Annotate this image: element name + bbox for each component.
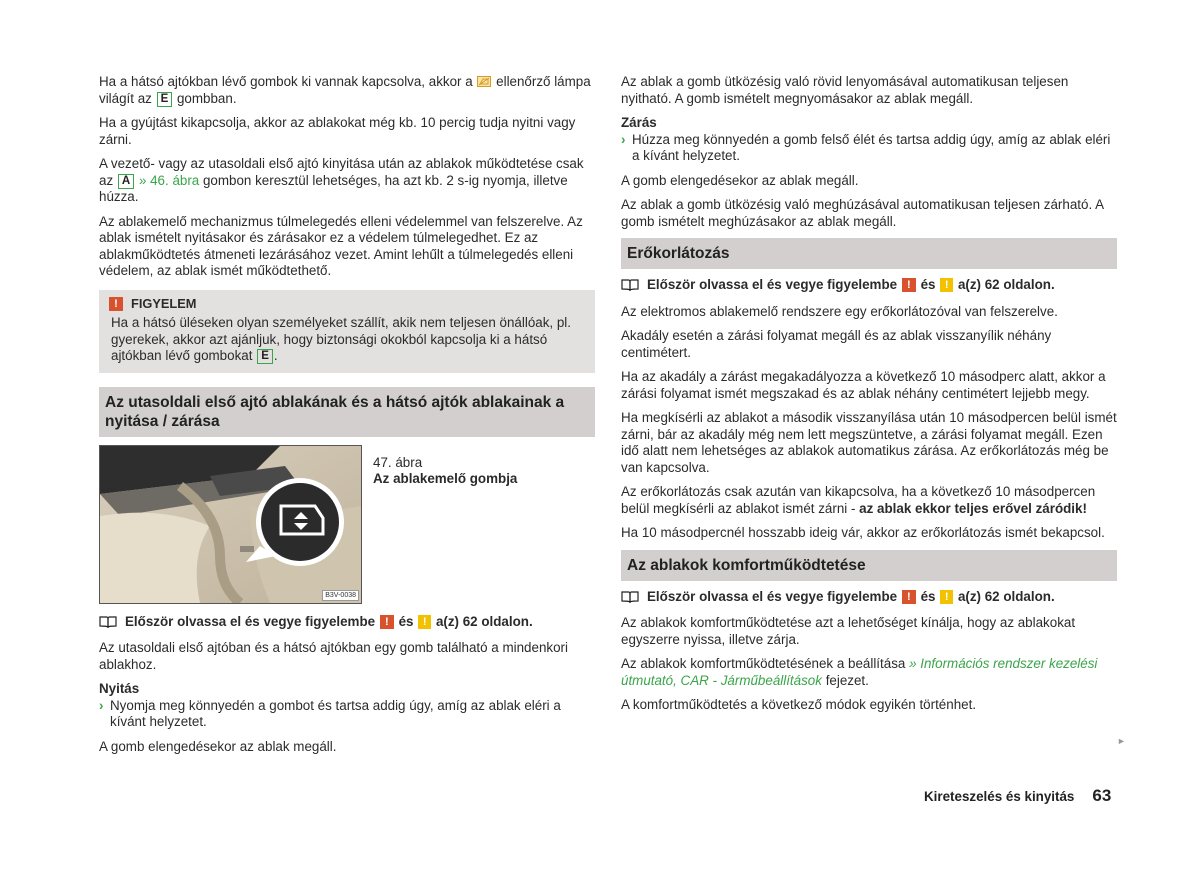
paragraph-force-off: Az erőkorlátozás csak azután van kikapcsolva, ha a következő 10 másodpercen belül megkísérli az ablakot ismét zárni - az ablak ekkor teljes erővel záródik! xyxy=(621,484,1096,516)
warning-text: Ha a hátsó üléseken olyan személyeket szállít, akik nem teljesen önállóak, pl. gyerekek, akkor azt ajánljuk, hogy biztonsági okokból kapcsolja ki a hátsó ajtókban lévő gombokat E . xyxy=(111,315,571,363)
figure-code: B3V-0038 xyxy=(322,590,359,601)
step-arrow-icon: › xyxy=(99,697,104,713)
warning-icon: ! xyxy=(380,615,394,629)
paragraph-obstacle: Akadály esetén a zárási folyamat megáll és az ablak visszanyílik néhány centimétert. xyxy=(621,328,1052,360)
warning-icon: ! xyxy=(109,297,123,311)
paragraph-button-location: Az utasoldali első ajtóban és a hátsó ajtókban egy gomb található a mindenkori ablakhoz. xyxy=(99,640,568,672)
paragraph-release-stop-close: A gomb elengedésekor az ablak megáll. xyxy=(621,172,859,188)
figure-title: Az ablakemelő gombja xyxy=(373,471,518,486)
section-title-passenger-rear-windows: Az utasoldali első ajtó ablakának és a hátsó ajtók ablakainak a nyitása / zárása xyxy=(99,387,595,437)
section-title-force-limitation: Erőkorlátozás xyxy=(621,238,1117,269)
read-first-notice: Először olvassa el és vegye figyelembe ! és ! a(z) 62 oldalon. xyxy=(621,589,1117,606)
step-arrow-icon: › xyxy=(621,131,626,147)
infotainment-reference-link[interactable]: » Információs rendszer kezelési útmutató, CAR - Járműbeállítások xyxy=(621,656,1098,688)
figure-reference-link[interactable]: » 46. ábra xyxy=(138,172,200,188)
paragraph-rear-buttons-off: Ha a hátsó ajtókban lévő gombok ki vannak kapcsolva, akkor a ellenőrző lámpa világít az E gombban. xyxy=(99,74,591,106)
paragraph-door-open: A vezető- vagy az utasoldali első ajtó kinyitása után az ablakok működtetése csak az A » 46. ábra gombon keresztül lehetséges, ha azt kb. 2 s-ig nyomja, illetve húzza. xyxy=(99,156,584,204)
button-key-e: E xyxy=(157,92,173,107)
paragraph-second-attempt: Ha megkísérli az ablakot a második visszanyílása után 10 másodpercen belül ismét zárni, bár az akadály még nem lett megszüntetve, a zárási folyamat megáll. Ezen idő alatt nem lehetséges az ablakok automatikus zárása. Az erőkorlátozás még be van kapcsolva. xyxy=(621,410,1117,475)
paragraph-force-on-again: Ha 10 másodpercnél hosszabb ideig vár, akkor az erőkorlátozás ismét bekapcsol. xyxy=(621,525,1105,540)
warning-icon: ! xyxy=(902,278,916,292)
subheading-closing: Zárás xyxy=(621,115,657,130)
figure-47 xyxy=(99,445,595,604)
button-key-e-warning: E xyxy=(257,349,273,364)
chapter-title: Kireteszelés és kinyitás xyxy=(924,789,1075,804)
paragraph-auto-open: Az ablak a gomb ütközésig való rövid lenyomásával automatikusan teljesen nyitható. A gomb ismételt megnyomásakor az ablak megáll. xyxy=(621,74,1069,106)
book-icon xyxy=(621,591,639,603)
subheading-opening: Nyitás xyxy=(99,681,140,696)
caution-icon: ! xyxy=(940,590,953,604)
read-first-notice: Először olvassa el és vegye figyelembe ! és ! a(z) 62 oldalon. xyxy=(99,614,595,631)
paragraph-obstacle-repeat: Ha az akadály a zárást megakadályozza a következő 10 másodperc alatt, akkor a zárási folyamat ismét megszakad és az ablak néhány centimétert lejjebb megy. xyxy=(621,369,1106,401)
warning-title: FIGYELEM xyxy=(131,295,197,311)
caution-icon: ! xyxy=(940,278,953,292)
figure-caption xyxy=(373,445,517,604)
continue-arrow-icon: ► xyxy=(1117,736,1126,746)
left-column xyxy=(99,74,595,763)
paragraph-ignition-off: Ha a gyújtást kikapcsolja, akkor az ablakokat még kb. 10 percig tudja nyitni vagy zárni. xyxy=(99,115,576,147)
read-first-notice: Először olvassa el és vegye figyelembe ! és ! a(z) 62 oldalon. xyxy=(621,277,1117,294)
warning-box xyxy=(99,290,595,373)
figure-number: 47. ábra xyxy=(373,454,423,470)
section-title-comfort-operation: Az ablakok komfortműködtetése xyxy=(621,550,1117,581)
window-lock-lamp-icon xyxy=(477,76,491,87)
paragraph-release-stop: A gomb elengedésekor az ablak megáll. xyxy=(99,738,337,754)
page-footer xyxy=(924,786,1111,806)
paragraph-comfort-description: Az ablakok komfortműködtetése azt a lehetőséget kínálja, hogy az ablakokat egyszerre nyissa, illetve zárja. xyxy=(621,615,1076,647)
book-icon xyxy=(621,279,639,291)
warning-icon: ! xyxy=(902,590,916,604)
caution-icon: ! xyxy=(418,615,431,629)
book-icon xyxy=(99,616,117,628)
paragraph-force-limiter: Az elektromos ablakemelő rendszere egy erőkorlátozóval van felszerelve. xyxy=(621,303,1058,319)
paragraph-comfort-settings: Az ablakok komfortműködtetésének a beállítása » Információs rendszer kezelési útmutató, CAR - Járműbeállítások fejezet. xyxy=(621,656,1098,688)
page-number: 63 xyxy=(1092,786,1112,805)
paragraph-comfort-modes: A komfortműködtetés a következő módok egyikén történhet. xyxy=(621,697,977,712)
button-key-a: A xyxy=(118,174,134,189)
warning-header xyxy=(109,296,585,313)
paragraph-auto-close: Az ablak a gomb ütközésig való meghúzásával automatikusan teljesen zárható. A gomb ismételt meghúzásakor az ablak megáll. xyxy=(621,197,1104,229)
step-open: › Nyomja meg könnyedén a gombot és tartsa addig úgy, amíg az ablak eléri a kívánt helyzetet. xyxy=(99,697,561,729)
paragraph-overheat-protection: Az ablakemelő mechanizmus túlmelegedés elleni védelemmel van felszerelve. Az ablak ismételt nyitásakor és zárásakor ez a védelem túlmelegedhet. Ez az ablakműködtetés átmeneti lezárásához vezet. Amint lehűlt a túlmelegedés elleni védelem, az ablak ismét működtethető. xyxy=(99,213,583,278)
step-close: › Húzza meg könnyedén a gomb felső élét és tartsa addig úgy, amíg az ablak eléri a kívánt helyzetet. xyxy=(621,131,1111,163)
window-switch-figure xyxy=(99,445,362,604)
right-column xyxy=(621,74,1117,722)
